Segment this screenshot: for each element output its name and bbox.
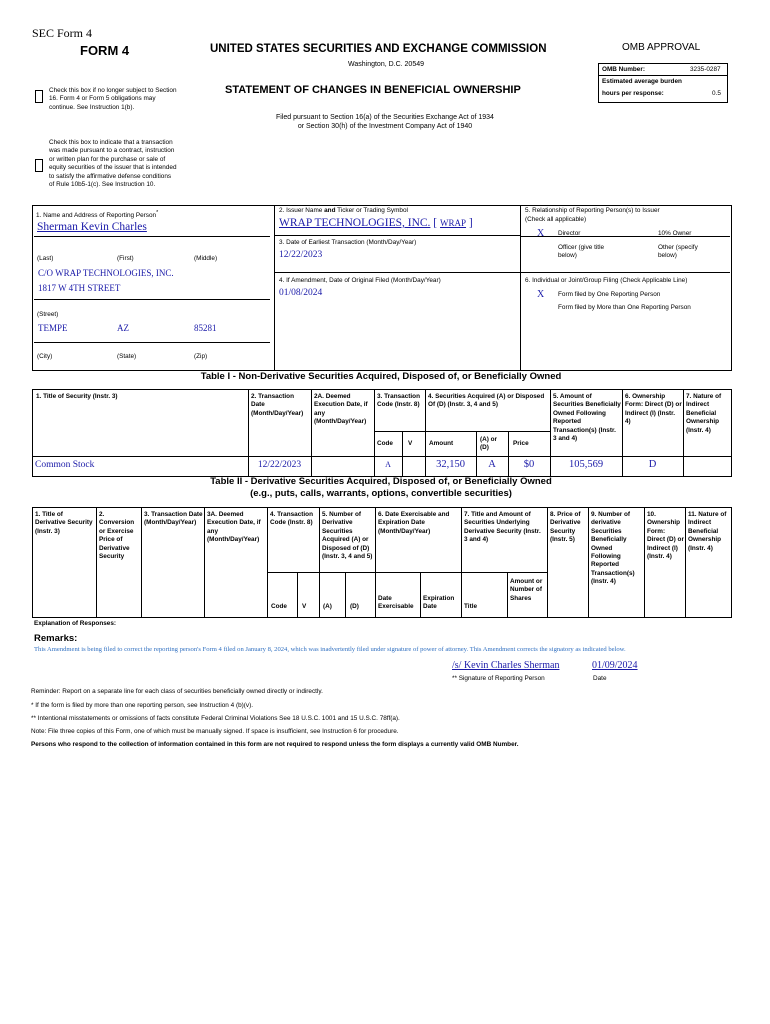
section16-text: Check this box if no longer subject to Section 16. Form 4 or Form 5 obligations may continue. See Instruction 1(b). xyxy=(49,87,177,111)
agency-location: Washington, D.C. 20549 xyxy=(348,61,425,68)
explanation-label: Explanation of Responses: xyxy=(34,620,117,627)
one-person-check[interactable]: X xyxy=(537,289,545,300)
reporting-person-name: Sherman Kevin Charles xyxy=(37,221,147,233)
table2-title-1: Table II - Derivative Securities Acquired, Disposed of, or Beneficially Owned xyxy=(210,476,552,487)
reporting-person-label: 1. Name and Address of Reporting Person* xyxy=(36,210,159,220)
t1-h3: 3. Transaction Code (Instr. 8) xyxy=(377,393,420,409)
t1-h4: 4. Securities Acquired (A) or Disposed Of (D) (Instr. 3, 4 and 5) xyxy=(428,393,545,409)
t1-row-code: A xyxy=(385,460,391,469)
omb-number: 3235-0287 xyxy=(690,66,721,73)
middle-label: (Middle) xyxy=(194,255,218,262)
address-line-1: C/O WRAP TECHNOLOGIES, INC. xyxy=(38,268,174,278)
zip-value: 85281 xyxy=(194,323,217,333)
t1-h2a: 2A. Deemed Execution Date, if any (Month/Day/Year) xyxy=(314,393,368,426)
city-value: TEMPE xyxy=(38,323,68,333)
issuer-label: 2. Issuer Name and Ticker or Trading Symbol xyxy=(279,207,408,214)
t1-row-date: 12/22/2023 xyxy=(257,460,302,470)
signature-value: /s/ Kevin Charles Sherman xyxy=(452,660,560,671)
t2-h7: 7. Title and Amount of Securities Underlying Derivative Security (Instr. 3 and 4) xyxy=(464,511,541,544)
t2-h6: 6. Date Exercisable and Expiration Date (Month/Day/Year) xyxy=(378,511,450,535)
officer-label: Officer (give title below) xyxy=(558,244,605,260)
first-label: (First) xyxy=(117,255,134,262)
note-reminder: Reminder: Report on a separate line for each class of securities beneficially owned directly or indirectly. xyxy=(31,688,323,695)
t2-a: (A) xyxy=(323,603,332,610)
t2-h2: 2. Conversion or Exercise Price of Derivative Security xyxy=(99,511,135,561)
t1-row-price: $0 xyxy=(523,459,535,470)
relationship-label-2: (Check all applicable) xyxy=(525,216,587,223)
t1-h2: 2. Transaction Date (Month/Day/Year) xyxy=(251,393,304,417)
t2-h10: 10. Ownership Form: Direct (D) or Indirect (I) (Instr. 4) xyxy=(647,511,684,561)
t1-h5: 5. Amount of Securities Beneficially Owned Following Reported Transaction(s) (Instr. 3 and 4) xyxy=(553,393,621,443)
t2-h8: 8. Price of Derivative Security (Instr. 5) xyxy=(550,511,581,544)
date-label: Date xyxy=(593,675,607,682)
table1-title: Table I - Non-Derivative Securities Acquired, Disposed of, or Beneficially Owned xyxy=(200,371,562,382)
t2-v: V xyxy=(302,603,307,610)
remarks-text: This Amendment is being filed to correct the reporting person's Form 4 filed on January 8, 2024, which was inadvertently filed under signature of power of attorney. This Amendment corrects the signatory as indicated below. xyxy=(34,646,626,653)
t1-row-owned: 105,569 xyxy=(568,459,604,470)
rule10b5-checkbox[interactable] xyxy=(35,159,43,172)
t2-title: Title xyxy=(464,603,478,610)
earliest-date-value: 12/22/2023 xyxy=(279,250,323,260)
t2-h5: 5. Number of Derivative Securities Acquired (A) or Disposed of (D) (Instr. 3, 4 and 5) xyxy=(322,511,373,561)
filed-pursuant-2: or Section 30(h) of the Investment Company Act of 1940 xyxy=(297,123,473,130)
issuer-ticker: WRAP xyxy=(440,218,467,228)
filed-pursuant-1: Filed pursuant to Section 16(a) of the Securities Exchange Act of 1934 xyxy=(276,114,494,121)
t2-h9: 9. Number of derivative Securities Beneficially Owned Following Reported Transaction(s) (Instr. 4) xyxy=(591,511,635,586)
filing-label: 6. Individual or Joint/Group Filing (Check Applicable Line) xyxy=(525,277,688,284)
city-label: (City) xyxy=(37,353,53,360)
one-person-label: Form filed by One Reporting Person xyxy=(558,291,661,298)
zip-label: (Zip) xyxy=(194,353,208,360)
t1-price: Price xyxy=(513,440,529,447)
other-label: Other (specify below) xyxy=(658,244,698,260)
table2-title-2: (e.g., puts, calls, warrants, options, convertible securities) xyxy=(250,488,512,499)
note-misstatements: ** Intentional misstatements or omissions of facts constitute Federal Criminal Violations See 18 U.S.C. 1001 and 15 U.S.C. 78ff(a). xyxy=(31,715,400,722)
t2-expiration: Expiration Date xyxy=(423,595,455,611)
note-copies: Note: File three copies of this Form, one of which must be manually signed. If space is insufficient, see Instruction 6 for procedure. xyxy=(31,728,399,735)
t2-date-exercisable: Date Exercisable xyxy=(378,595,414,611)
t1-row-form: D xyxy=(648,459,657,470)
t1-code: Code xyxy=(377,440,393,447)
t1-h1: 1. Title of Security (Instr. 3) xyxy=(36,393,118,400)
state-value: AZ xyxy=(117,323,129,333)
form-title: FORM 4 xyxy=(80,43,130,58)
t1-h6: 6. Ownership Form: Direct (D) or Indirect (I) (Instr. 4) xyxy=(625,393,682,426)
relationship-label-1: 5. Relationship of Reporting Person(s) to Issuer xyxy=(525,207,660,214)
last-label: (Last) xyxy=(37,255,54,262)
agency-title: UNITED STATES SECURITIES AND EXCHANGE COMMISSION xyxy=(210,43,547,55)
hours-value: 0.5 xyxy=(712,90,721,97)
note-multiple-persons: * If the form is filed by more than one reporting person, see Instruction 4 (b)(v). xyxy=(31,702,253,709)
statement-title: STATEMENT OF CHANGES IN BENEFICIAL OWNERSHIP xyxy=(225,84,521,96)
issuer-name-line: WRAP TECHNOLOGIES, INC. [ WRAP ] xyxy=(279,217,473,229)
more-person-label: Form filed by More than One Reporting Person xyxy=(558,304,691,311)
t1-h7: 7. Nature of Indirect Beneficial Ownership (Instr. 4) xyxy=(686,393,722,434)
address-line-2: 1817 W 4TH STREET xyxy=(38,283,121,293)
rule10b5-text: Check this box to indicate that a transaction was made pursuant to a contract, instruction or written plan for the purchase or sale of equity securities of the issuer that is intended to satisfy the affirmative defense conditions of Rule 10b5-1(c). See Instruction 10. xyxy=(49,139,177,189)
burden-label: Estimated average burden xyxy=(602,78,682,85)
t1-aord: (A) or (D) xyxy=(480,436,498,452)
omb-number-label: OMB Number: xyxy=(602,66,645,73)
director-label: Director xyxy=(558,230,581,237)
t2-h11: 11. Nature of Indirect Beneficial Ownership (Instr. 4) xyxy=(688,511,727,552)
remarks-label: Remarks: xyxy=(34,633,78,644)
signature-label: ** Signature of Reporting Person xyxy=(452,675,545,682)
t2-amount-shares: Amount or Number of Shares xyxy=(510,578,543,602)
hours-label: hours per response: xyxy=(602,90,664,97)
t1-row-title: Common Stock xyxy=(35,460,95,470)
issuer-name: WRAP TECHNOLOGIES, INC. xyxy=(279,217,431,229)
street-label: (Street) xyxy=(37,311,59,318)
t1-row-aord: A xyxy=(488,459,496,470)
signature-date: 01/09/2024 xyxy=(592,660,638,671)
director-check[interactable]: X xyxy=(537,228,545,239)
t1-amount: Amount xyxy=(429,440,454,447)
t2-h3a: 3A. Deemed Execution Date, if any (Month/Day/Year) xyxy=(207,511,261,544)
t2-h1: 1. Title of Derivative Security (Instr. 3) xyxy=(35,511,93,535)
amendment-date-label: 4. If Amendment, Date of Original Filed (Month/Day/Year) xyxy=(279,277,441,284)
earliest-date-label: 3. Date of Earliest Transaction (Month/Day/Year) xyxy=(279,239,417,246)
omb-approval-title: OMB APPROVAL xyxy=(622,42,701,53)
ten-pct-owner-label: 10% Owner xyxy=(658,230,692,237)
t2-h4: 4. Transaction Code (Instr. 8) xyxy=(270,511,313,527)
t1-row-amount: 32,150 xyxy=(436,459,465,470)
state-label: (State) xyxy=(117,353,137,360)
t1-v: V xyxy=(408,440,413,447)
note-omb: Persons who respond to the collection of information contained in this form are not required to respond unless the form displays a currently valid OMB Number. xyxy=(31,741,519,748)
amendment-date-value: 01/08/2024 xyxy=(279,288,323,298)
t2-d: (D) xyxy=(350,603,359,610)
section16-checkbox[interactable] xyxy=(35,90,43,103)
sec-form-label: SEC Form 4 xyxy=(32,26,93,40)
t2-h3: 3. Transaction Date (Month/Day/Year) xyxy=(144,511,203,527)
t2-code: Code xyxy=(271,603,287,610)
